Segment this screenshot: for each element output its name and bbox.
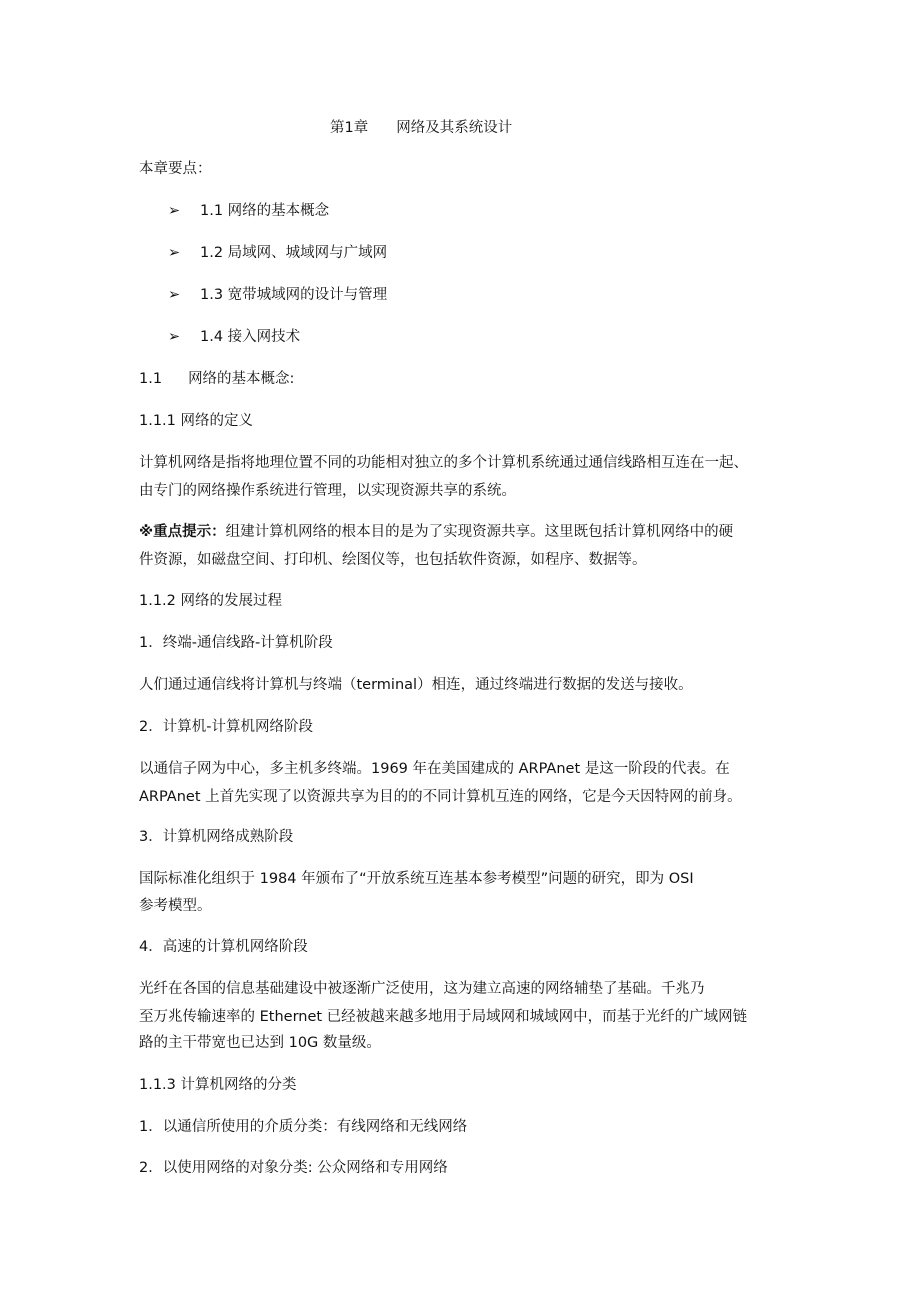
outline-item: ➢ 1.2 局域网、城域网与广域网 — [168, 245, 388, 261]
classification-item: 1．以通信所使用的介质分类：有线网络和无线网络 — [139, 1119, 468, 1135]
stage-title: 4．高速的计算机网络阶段 — [139, 939, 308, 955]
arrow-bullet-icon: ➢ — [168, 329, 181, 345]
chapter-name: 网络及其系统设计 — [396, 120, 513, 136]
chapter-title — [330, 118, 512, 138]
arrow-bullet-icon: ➢ — [168, 287, 181, 303]
paragraph-line: 人们通过通信线将计算机与终端（terminal）相连，通过终端进行数据的发送与接收。 — [139, 677, 693, 693]
stage-title: 1．终端-通信线路-计算机阶段 — [139, 635, 333, 651]
stage-title: 2．计算机-计算机网络阶段 — [139, 719, 313, 735]
outline-item: ➢ 1.1 网络的基本概念 — [168, 203, 330, 219]
paragraph-line: 至万兆传输速率的 Ethernet 已经被越来越多地用于局域网和城域网中，而基于光纤的广域网链 — [139, 1009, 748, 1025]
paragraph-line: 参考模型。 — [139, 898, 212, 914]
arrow-bullet-icon: ➢ — [168, 203, 181, 219]
outline-item: ➢ 1.3 宽带城域网的设计与管理 — [168, 287, 388, 303]
arrow-bullet-icon: ➢ — [168, 245, 181, 261]
key-tip-line: ※重点提示：组建计算机网络的根本目的是为了实现资源共享。这里既包括计算机网络中的硬 — [139, 524, 734, 540]
section-title: 网络的基本概念: — [188, 371, 295, 387]
key-tip-label: ※重点提示： — [139, 524, 226, 540]
paragraph-line: 国际标准化组织于 1984 年颁布了“开放系统互连基本参考模型”问题的研究，即为 OSI — [139, 871, 694, 887]
paragraph-line: 光纤在各国的信息基础建设中被逐渐广泛使用，这为建立高速的网络辅垫了基础。千兆乃 — [139, 981, 705, 997]
paragraph-line: 以通信子网为中心，多主机多终端。1969 年在美国建成的 ARPAnet 是这一阶段的代表。在 — [139, 761, 730, 777]
section-heading-1-1-1: 1.1.1 网络的定义 — [139, 413, 254, 429]
outline-item: ➢ 1.4 接入网技术 — [168, 329, 301, 345]
stage-title: 3．计算机网络成熟阶段 — [139, 829, 294, 845]
section-heading-1-1 — [139, 369, 294, 389]
outline-heading: 本章要点： — [139, 161, 212, 177]
classification-item: 2．以使用网络的对象分类: 公众网络和专用网络 — [139, 1160, 448, 1176]
paragraph-line: 计算机网络是指将地理位置不同的功能相对独立的多个计算机系统通过通信线路相互连在一起、 — [139, 455, 748, 471]
key-tip-line: 件资源，如磁盘空间、打印机、绘图仪等，也包括软件资源，如程序、数据等。 — [139, 552, 647, 568]
section-heading-1-1-2: 1.1.2 网络的发展过程 — [139, 593, 283, 609]
section-heading-1-1-3: 1.1.3 计算机网络的分类 — [139, 1077, 297, 1093]
paragraph-line: 路的主干带宽也已达到 10G 数量级。 — [139, 1035, 381, 1051]
chapter-label: 第1章 — [330, 120, 369, 136]
section-number: 1.1 — [139, 371, 163, 387]
paragraph-line: ARPAnet 上首先实现了以资源共享为目的的不同计算机互连的网络，它是今天因特网的前身。 — [139, 789, 742, 805]
paragraph-line: 由专门的网络操作系统进行管理，以实现资源共享的系统。 — [139, 483, 516, 499]
